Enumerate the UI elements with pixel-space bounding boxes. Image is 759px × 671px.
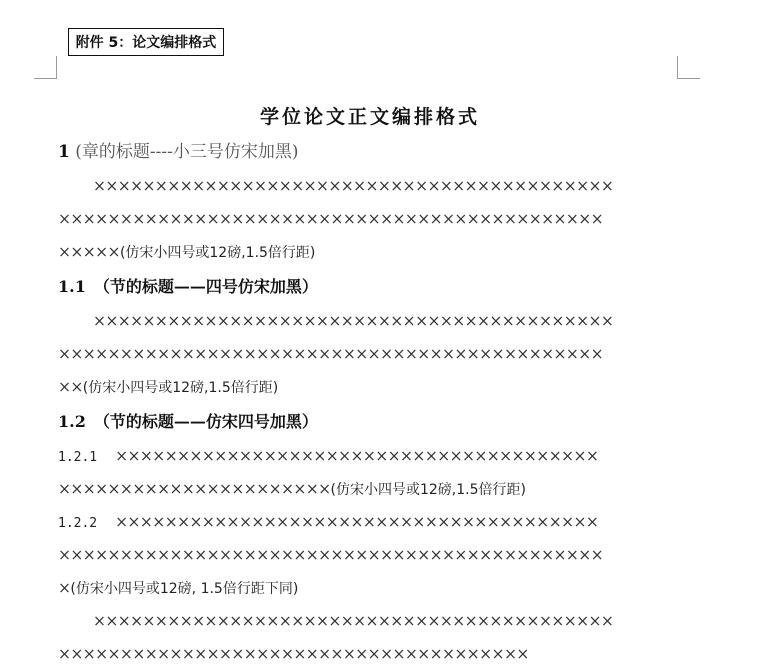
attachment-label: 附件 5：论文编排格式 bbox=[75, 35, 217, 51]
paragraph-line bbox=[58, 305, 682, 338]
placeholder-text: ×××××××××××××××××××××××××××××××××××××× bbox=[58, 645, 529, 663]
placeholder-text: ×××××××××××××××××××××××××××××××××××××××××××× bbox=[58, 210, 604, 228]
attachment-label-box bbox=[68, 28, 224, 56]
format-note: (仿宋小四号或12磅, 1.5倍行距下同) bbox=[70, 581, 299, 597]
subsection-1-2-1 bbox=[58, 440, 682, 473]
page-corner-mark-right bbox=[677, 56, 700, 79]
paragraph-line bbox=[58, 371, 682, 404]
paragraph-line bbox=[58, 203, 682, 236]
placeholder-text: ××××××××××××××××××××××××××××××××××××××× bbox=[115, 513, 599, 531]
placeholder-text: ×××××××××××××××××××××××××××××××××××××××××× bbox=[93, 312, 614, 330]
document-body bbox=[58, 100, 682, 671]
page-corner-mark-left bbox=[34, 56, 57, 79]
section-heading-1-2: 1.2 （节的标题——仿宋四号加黑） bbox=[58, 412, 318, 431]
format-note: (仿宋小四号或12磅,1.5倍行距) bbox=[82, 380, 279, 396]
paragraph-line bbox=[58, 170, 682, 203]
paragraph-line bbox=[58, 638, 682, 671]
placeholder-text: ××××××××××××××××××××××××××××××××××××××× bbox=[115, 447, 599, 465]
placeholder-text: ×××××××××××××××××××××××××××××××××××××××××××× bbox=[58, 546, 604, 564]
paragraph-line bbox=[58, 338, 682, 371]
paragraph-line bbox=[58, 236, 682, 269]
chapter-heading bbox=[58, 134, 682, 170]
format-note: (仿宋小四号或12磅,1.5倍行距) bbox=[119, 245, 316, 261]
placeholder-text: ×××××××××××××××××××××××××××××××××××××××××× bbox=[93, 612, 614, 630]
format-note: (仿宋小四号或12磅,1.5倍行距) bbox=[330, 482, 526, 498]
subsection-number: 1.2.1 bbox=[58, 450, 98, 465]
placeholder-text: ×××××××××××××××××××××××××××××××××××××××××××× bbox=[58, 345, 604, 363]
placeholder-text: ×× bbox=[58, 378, 83, 396]
document-title: 学位论文正文编排格式 bbox=[259, 106, 480, 128]
paragraph-line bbox=[58, 473, 682, 506]
section-heading-1-1: 1.1 （节的标题——四号仿宋加黑） bbox=[58, 277, 318, 296]
placeholder-text: ×××××××××××××××××××××××××××××××××××××××××× bbox=[93, 177, 614, 195]
placeholder-text: × bbox=[58, 579, 71, 597]
subsection-1-2-2 bbox=[58, 506, 682, 539]
placeholder-text: ××××× bbox=[58, 243, 120, 261]
paragraph-line bbox=[58, 572, 682, 605]
placeholder-text: ×××××××××××××××××××××× bbox=[58, 480, 331, 498]
chapter-number: 1 bbox=[58, 142, 70, 162]
paragraph-line bbox=[58, 605, 682, 638]
paragraph-line bbox=[58, 539, 682, 572]
subsection-number: 1.2.2 bbox=[58, 516, 98, 531]
chapter-heading-text: (章的标题----小三号仿宋加黑) bbox=[75, 142, 299, 162]
